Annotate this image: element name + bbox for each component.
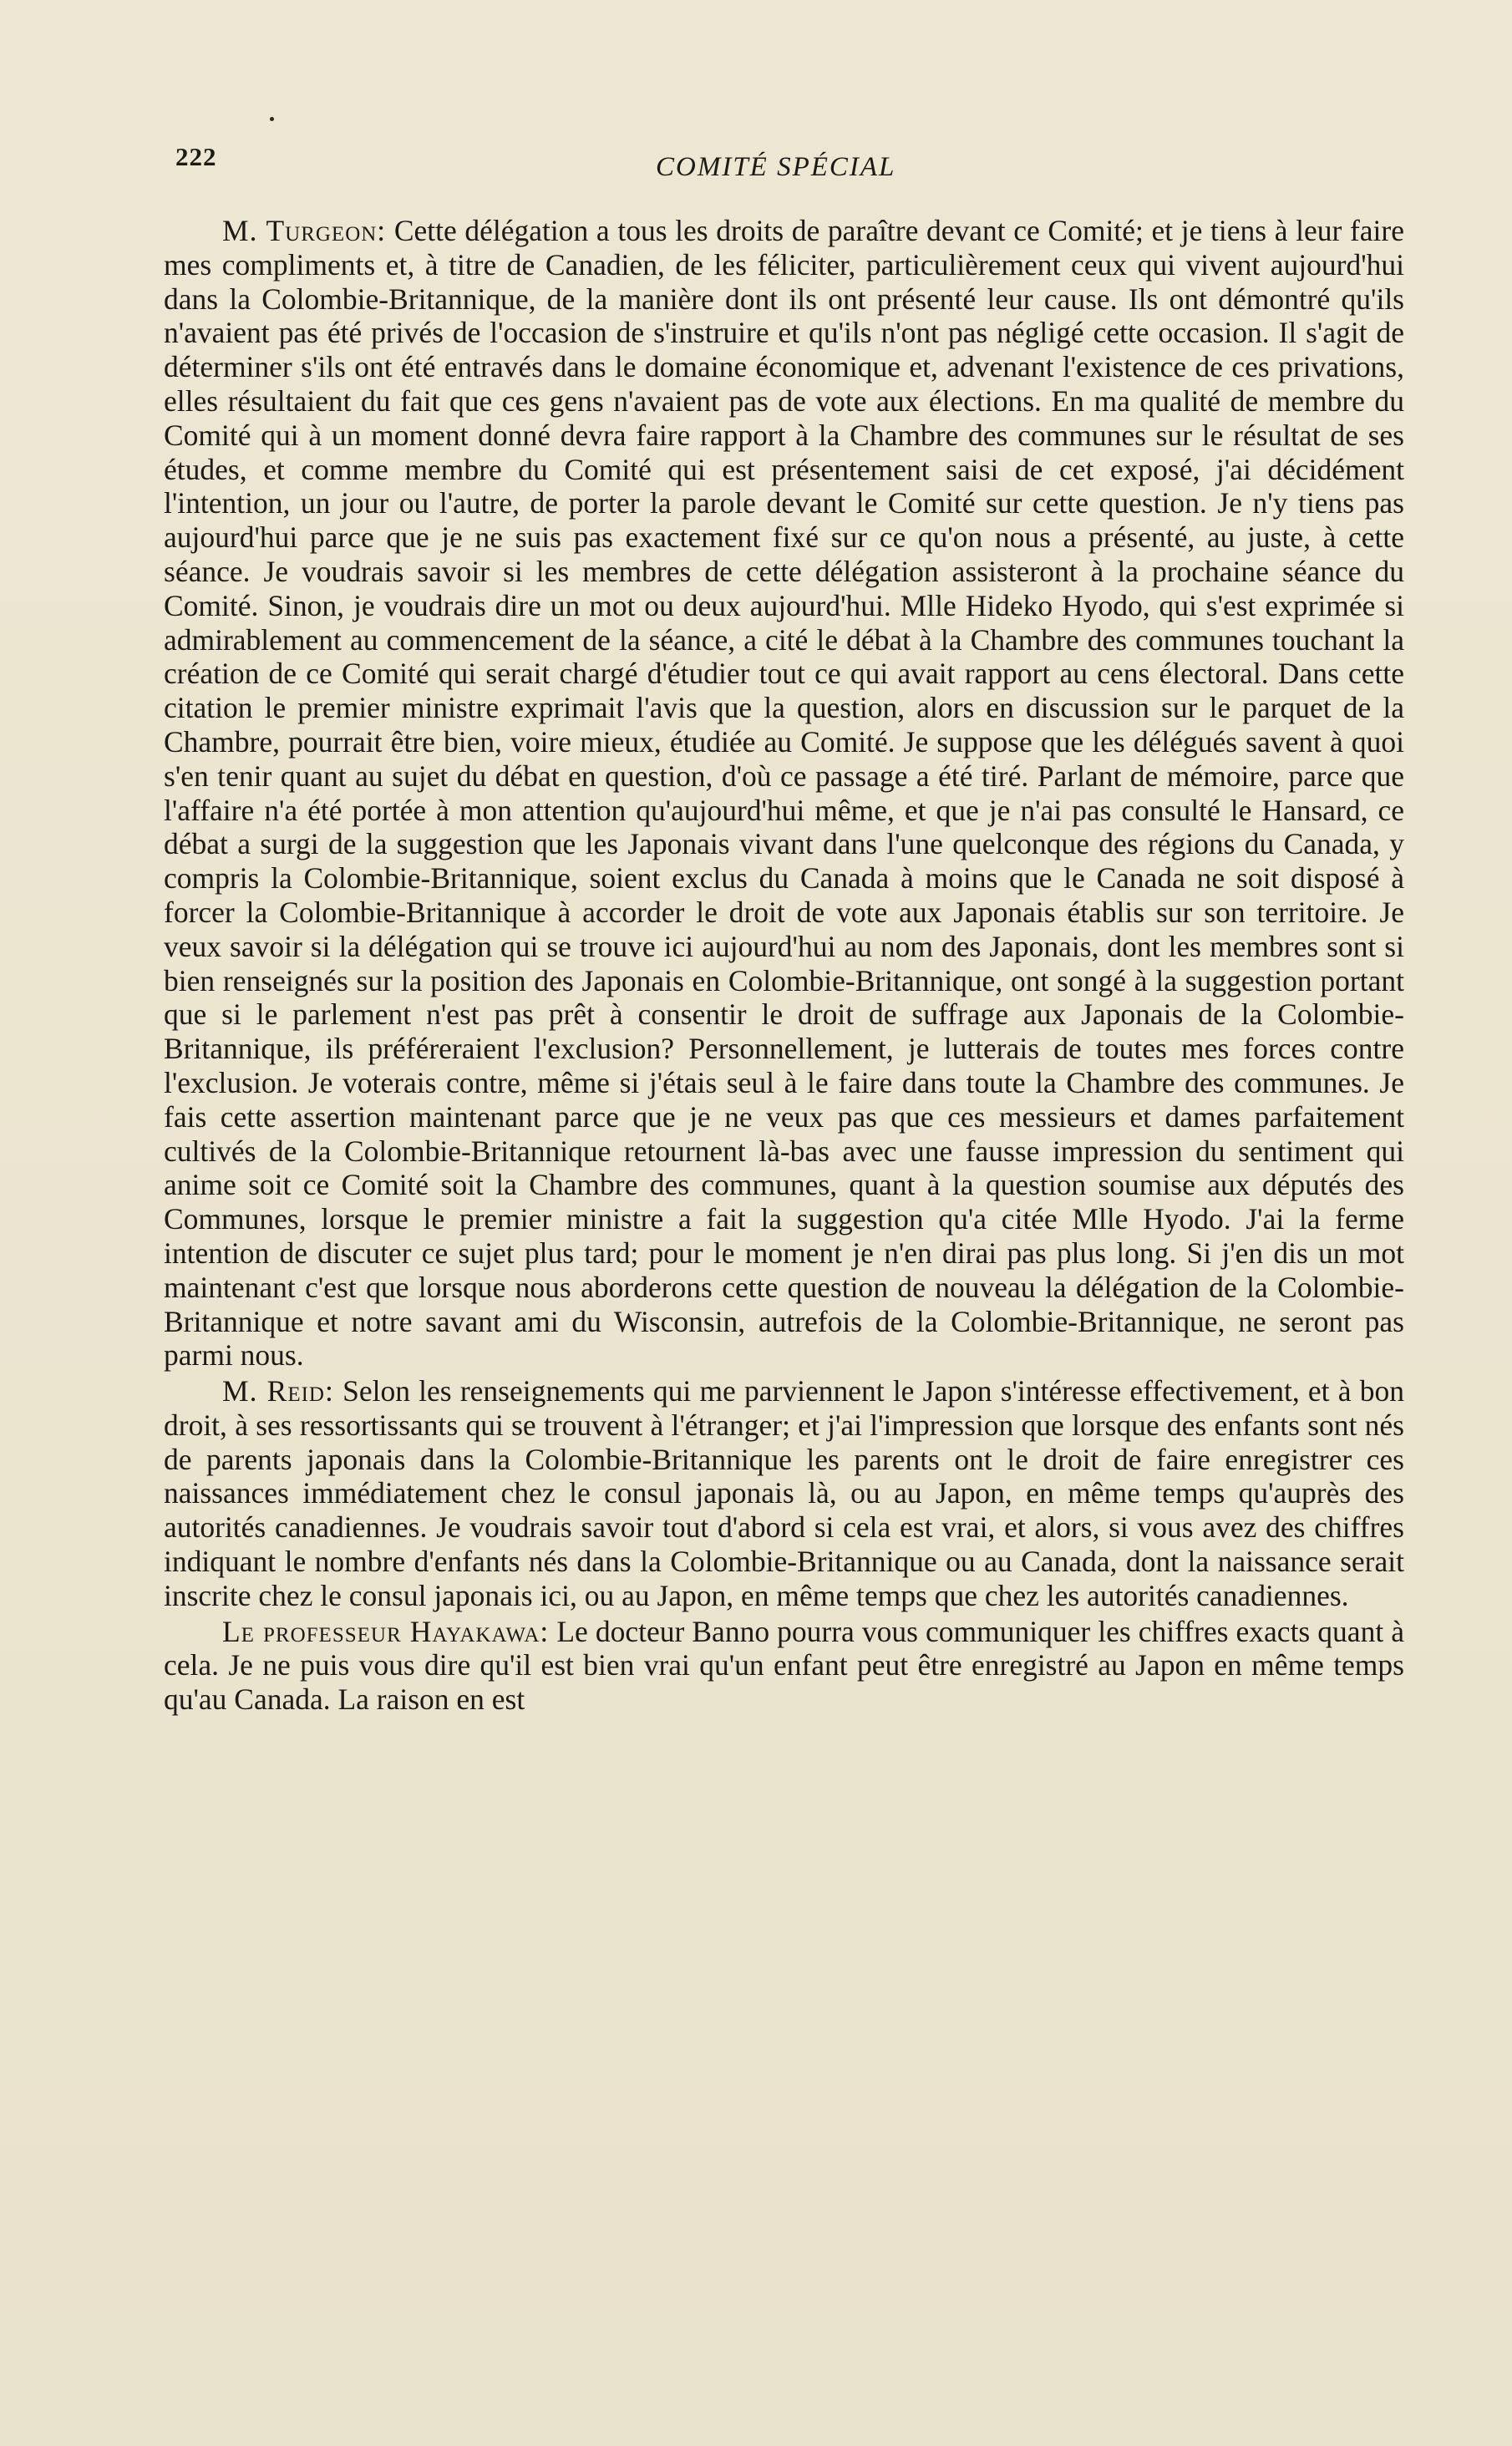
print-speck xyxy=(270,117,274,121)
page-header xyxy=(175,134,1395,192)
paragraph-hayakawa xyxy=(164,1615,1404,1717)
speaker-name: Le professeur Hayakawa: xyxy=(222,1614,550,1648)
paragraph-text: Cette délégation a tous les droits de paraître devant ce Comité; et je tiens à leur faire mes compliments et, à titre de Canadien, de les féliciter, particulièrement ceux qui vivent aujourd'hui dans la Colombie-Britannique, de la manière dont ils ont présenté leur cause. Ils ont démontré qu'ils n'avaient pas été privés de l'occasion de s'instruire et qu'ils n'ont pas négligé cette occasion. Il s'agit de déterminer s'ils ont été entravés dans le domaine économique et, advenant l'existence de ces privations, elles résultaient du fait que ces gens n'avaient pas de vote aux élections. En ma qualité de membre du Comité qui à un moment donné devra faire rapport à la Chambre des communes sur le résultat de ses études, et comme membre du Comité qui est présentement saisi de cet exposé, j'ai décidément l'intention, un jour ou l'autre, de porter la parole devant le Comité sur cette question. Je n'y tiens pas aujourd'hui parce que je ne suis pas exactement fixé sur ce qu'on nous a présenté, au juste, à cette séance. Je voudrais savoir si les membres de cette délégation assisteront à la prochaine séance du Comité. Sinon, je voudrais dire un mot ou deux aujourd'hui. Mlle Hideko Hyodo, qui s'est exprimée si admirablement au commencement de la séance, a cité le débat à la Chambre des communes touchant la création de ce Comité qui serait chargé d'étudier tout ce qui avait rapport au cens électoral. Dans cette citation le premier ministre exprimait l'avis que la question, alors en discussion sur le parquet de la Chambre, pourrait être bien, voire mieux, étudiée au Comité. Je suppose que les délégués savent à quoi s'en tenir quant au sujet du débat en question, d'où ce passage a été tiré. Parlant de mémoire, parce que l'affaire n'a été portée à mon attention qu'aujourd'hui même, et que je n'ai pas consulté le Hansard, ce débat a surgi de la suggestion que les Japonais vivant dans l'une quelconque des régions du Canada, y compris la Colombie-Britannique, soient exclus du Canada à moins que le Canada ne soit disposé à forcer la Colombie-Britannique à accorder le droit de vote aux Japonais établis sur son territoire. Je veux savoir si la délégation qui se trouve ici aujourd'hui au nom des Japonais, dont les membres sont si bien renseignés sur la position des Japonais en Colombie-Britannique, ont songé à la suggestion portant que si le parlement n'est pas prêt à consentir le droit de suffrage aux Japonais de la Colombie-Britannique, ils préféreraient l'exclusion? Personnellement, je lutterais de toutes mes forces contre l'exclusion. Je voterais contre, même si j'étais seul à le faire dans toute la Chambre des communes. Je fais cette assertion maintenant parce que je ne veux pas que ces messieurs et dames parfaitement cultivés de la Colombie-Britannique retournent là-bas avec une fausse impression du sentiment qui anime soit ce Comité soit la Chambre des communes, quant à la question soumise aux députés des Communes, lorsque le premier ministre a fait la suggestion qu'a citée Mlle Hyodo. J'ai la ferme intention de discuter ce sujet plus tard; pour le moment je n'en dirai pas plus long. Si j'en dis un mot maintenant c'est que lorsque nous aborderons cette question de nouveau la délégation de la Colombie-Britannique et notre savant ami du Wisconsin, autrefois de la Colombie-Britannique, ne seront pas parmi nous. xyxy=(164,214,1404,1373)
body-text xyxy=(164,214,1404,1718)
paragraph-turgeon xyxy=(164,214,1404,1373)
speaker-name: M. Turgeon: xyxy=(222,214,387,247)
speaker-name: M. Reid: xyxy=(222,1374,334,1408)
paragraph-reid xyxy=(164,1374,1404,1613)
running-head: COMITÉ SPÉCIAL xyxy=(656,152,896,182)
page-number: 222 xyxy=(175,142,217,171)
paragraph-text: Selon les renseignements qui me parviennent le Japon s'intéresse effectivement, et à bon droit, à ses ressortissants qui se trouvent à l'étranger; et j'ai l'impression que lorsque des enfants sont nés de parents japonais dans la Colombie-Britannique les parents ont le droit de faire enregistrer ces naissances immédiatement chez le consul japonais là, ou au Japon, en même temps qu'auprès des autorités canadiennes. Je voudrais savoir tout d'abord si cela est vrai, et alors, si vous avez des chiffres indiquant le nombre d'enfants nés dans la Colombie-Britannique ou au Canada, dont la naissance serait inscrite chez le consul japonais ici, ou au Japon, en même temps que chez les autorités canadiennes. xyxy=(164,1374,1404,1612)
paragraph-text: Le docteur Banno pourra vous communiquer les chiffres exacts quant à cela. Je ne puis vous dire qu'il est bien vrai qu'un enfant peut être enregistré au Japon en même temps qu'au Canada. La raison en est xyxy=(164,1614,1404,1717)
